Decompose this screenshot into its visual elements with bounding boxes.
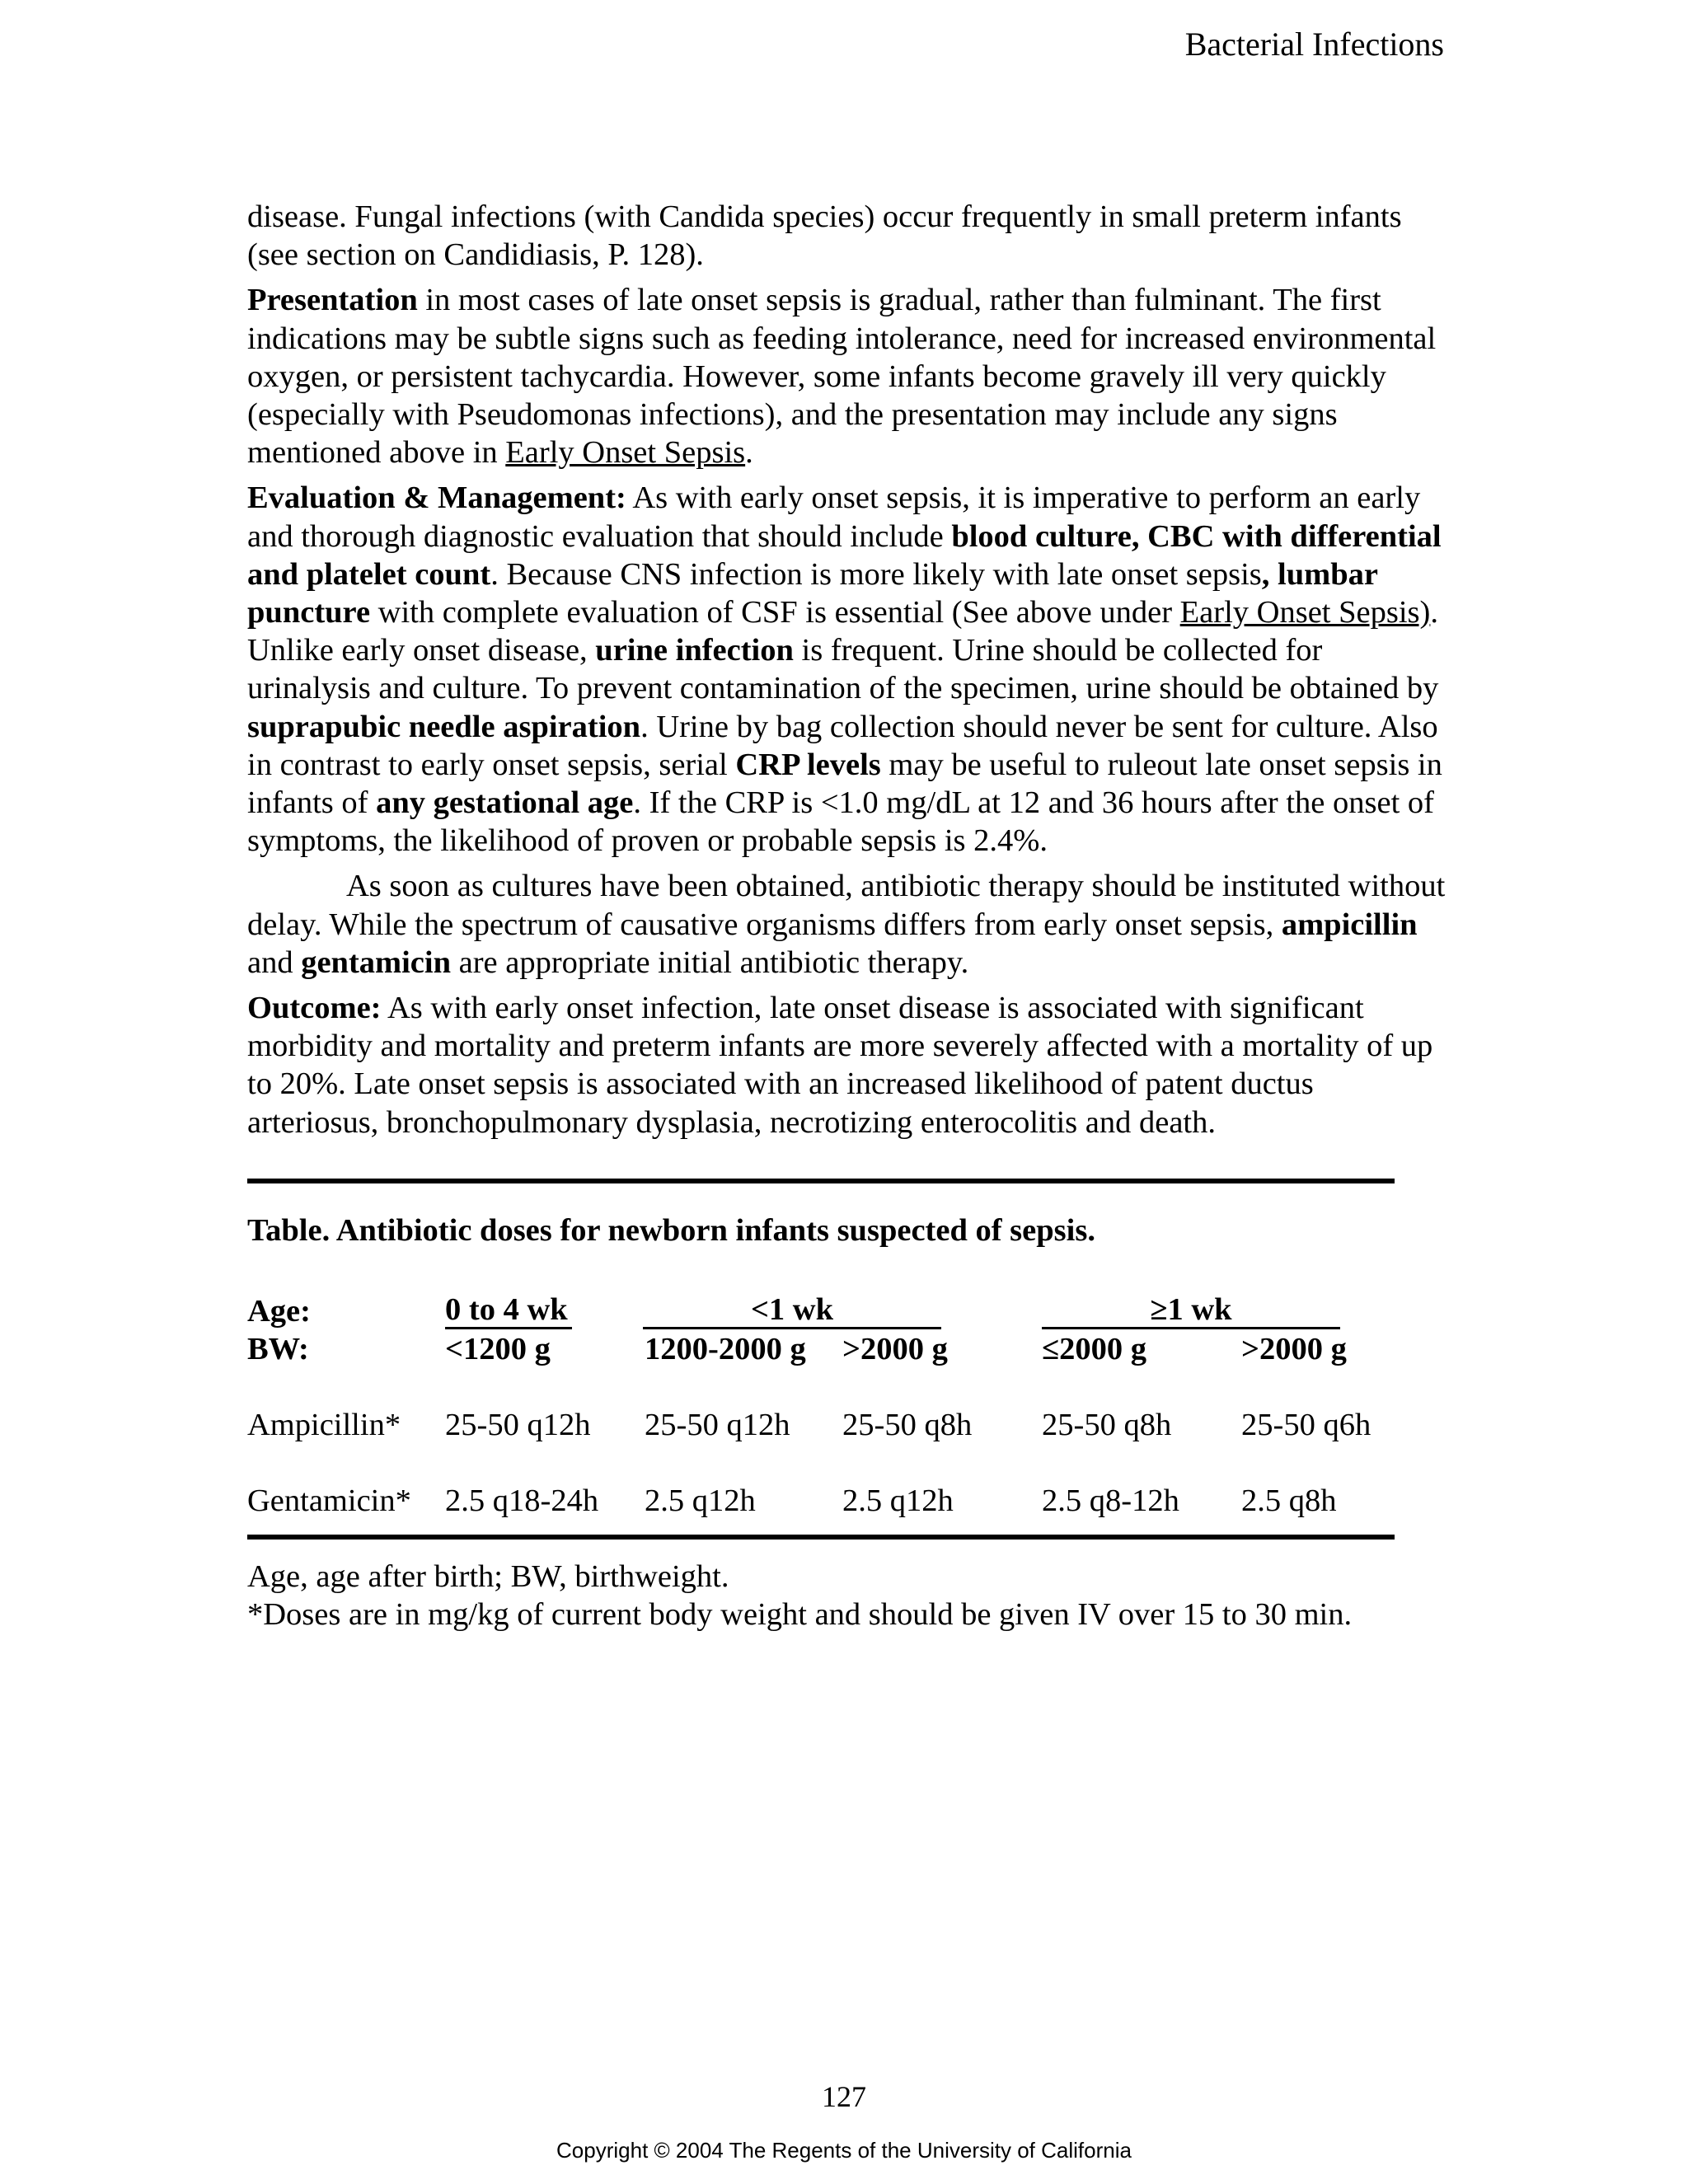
drug-name: Ampicillin* [247, 1408, 401, 1442]
dose-cell: 25-50 q6h [1241, 1408, 1372, 1442]
paragraph-text: As soon as cultures have been obtained, antibiotic therapy should be instituted without delay. While the spectrum of causative organisms differs from early onset sepsis, [247, 869, 1446, 942]
table-footnotes [247, 1558, 1352, 1633]
paragraph-text: are appropriate initial antibiotic therapy. [451, 944, 969, 980]
paragraph-antibiotics [247, 867, 1451, 982]
bw-column-header: ≤2000 g [1042, 1332, 1147, 1366]
early-onset-sepsis-link[interactable]: Early Onset Sepsis [505, 435, 746, 471]
bw-column-header: <1200 g [445, 1332, 551, 1366]
presentation-heading: Presentation [247, 283, 418, 318]
bw-label: BW: [247, 1332, 309, 1366]
page-number: 127 [822, 2080, 866, 2113]
dose-cell: 25-50 q12h [445, 1408, 591, 1442]
bw-column-header: >2000 g [842, 1332, 948, 1366]
age-group-under-1wk: <1 wk [643, 1292, 941, 1329]
paragraph-text: in most cases of late onset sepsis is gradual, rather than fulminant. The first indications may be subtle signs such as feeding intolerance, need for increased environmental oxygen, or persistent tachycardia. However, some infants become gravely ill very quickly (especially with Pseudomonas infections), and the presentation may include any signs mentioned above in [247, 283, 1437, 471]
paragraph-text: and [247, 944, 302, 980]
emphasis-text: , lumbar puncture [247, 556, 1378, 630]
emphasis-text: suprapubic needle aspiration [247, 709, 641, 744]
paragraph-presentation [247, 281, 1451, 471]
age-label: Age: [247, 1294, 311, 1329]
age-group-1wk-plus: ≥1 wk [1042, 1292, 1340, 1329]
emphasis-text: any gestational age [376, 785, 634, 821]
outcome-heading: Outcome: [247, 991, 382, 1026]
dose-cell: 2.5 q8-12h [1042, 1483, 1179, 1518]
paragraph-text: disease. Fungal infections (with Candida species) occur frequently in small preterm infants (see section on Candidiasis, P. 128). [247, 199, 1402, 273]
copyright-notice: Copyright © 2004 The Regents of the University of California [556, 2138, 1132, 2163]
paragraph-continuation [247, 198, 1451, 274]
emphasis-text: urine infection [595, 633, 794, 668]
dose-cell: 2.5 q12h [645, 1483, 756, 1518]
paragraph-text: As with early onset infection, late onset disease is associated with significant morbidity and mortality and preterm infants are more severely affected with a mortality of up to 20%. Late onset sepsis is associated with an increased likelihood of patent ductus arteriosus, bronchopulmonary dysplasia, necrotizing enterocolitis and death. [247, 991, 1433, 1140]
dose-cell: 25-50 q8h [842, 1408, 973, 1442]
paragraph-text: As with early onset sepsis, it is imperative to perform an early and thorough diagnostic evaluation that should include [247, 480, 1421, 554]
running-head: Bacterial Infections [1184, 26, 1444, 63]
table-bottom-rule [247, 1535, 1395, 1540]
evaluation-heading: Evaluation & Management: [247, 480, 626, 516]
table-top-rule [247, 1179, 1395, 1183]
emphasis-text: ampicillin [1281, 907, 1418, 942]
paragraph-text: may be useful to ruleout late onset sepsis in infants of [247, 747, 1442, 821]
emphasis-text: CRP levels [735, 747, 881, 782]
dose-cell: 25-50 q8h [1042, 1408, 1172, 1442]
paragraph-text: . Urine by bag collection should never be sent for culture. Also in contrast to early onset sepsis, serial [247, 709, 1438, 782]
paragraph-text: with complete evaluation of CSF is essential (See above under [370, 595, 1180, 630]
early-onset-sepsis-link[interactable]: Early Onset Sepsis) [1179, 595, 1431, 630]
age-group-0-4wk: 0 to 4 wk [445, 1292, 572, 1329]
paragraph-text: . Unlike early onset disease, [247, 595, 1438, 668]
paragraph-outcome [247, 989, 1451, 1141]
dose-cell: 2.5 q18-24h [445, 1483, 599, 1518]
paragraph-evaluation [247, 479, 1451, 860]
bw-column-header: 1200-2000 g [645, 1332, 806, 1366]
drug-name: Gentamicin* [247, 1483, 411, 1518]
table-title: Table. Antibiotic doses for newborn infants suspected of sepsis. [247, 1213, 1095, 1248]
emphasis-text: gentamicin [301, 944, 452, 980]
bw-column-header: >2000 g [1241, 1332, 1347, 1366]
paragraph-text: . If the CRP is <1.0 mg/dL at 12 and 36 hours after the onset of symptoms, the likelihood of proven or probable sepsis is 2.4%. [247, 785, 1434, 859]
body-text [247, 198, 1451, 1149]
dose-cell: 25-50 q12h [645, 1408, 790, 1442]
abbreviation-note: Age, age after birth; BW, birthweight. [247, 1559, 729, 1594]
paragraph-text: . Because CNS infection is more likely with late onset sepsis [490, 556, 1262, 592]
dose-note: *Doses are in mg/kg of current body weight and should be given IV over 15 to 30 min. [247, 1597, 1353, 1632]
paragraph-text: is frequent. Urine should be collected for urinalysis and culture. To prevent contamination of the specimen, urine should be obtained by [247, 633, 1439, 706]
dose-cell: 2.5 q12h [842, 1483, 954, 1518]
paragraph-text: . [745, 435, 753, 471]
dose-cell: 2.5 q8h [1241, 1483, 1337, 1518]
emphasis-text: blood culture, CBC with differential and platelet count [247, 518, 1442, 592]
